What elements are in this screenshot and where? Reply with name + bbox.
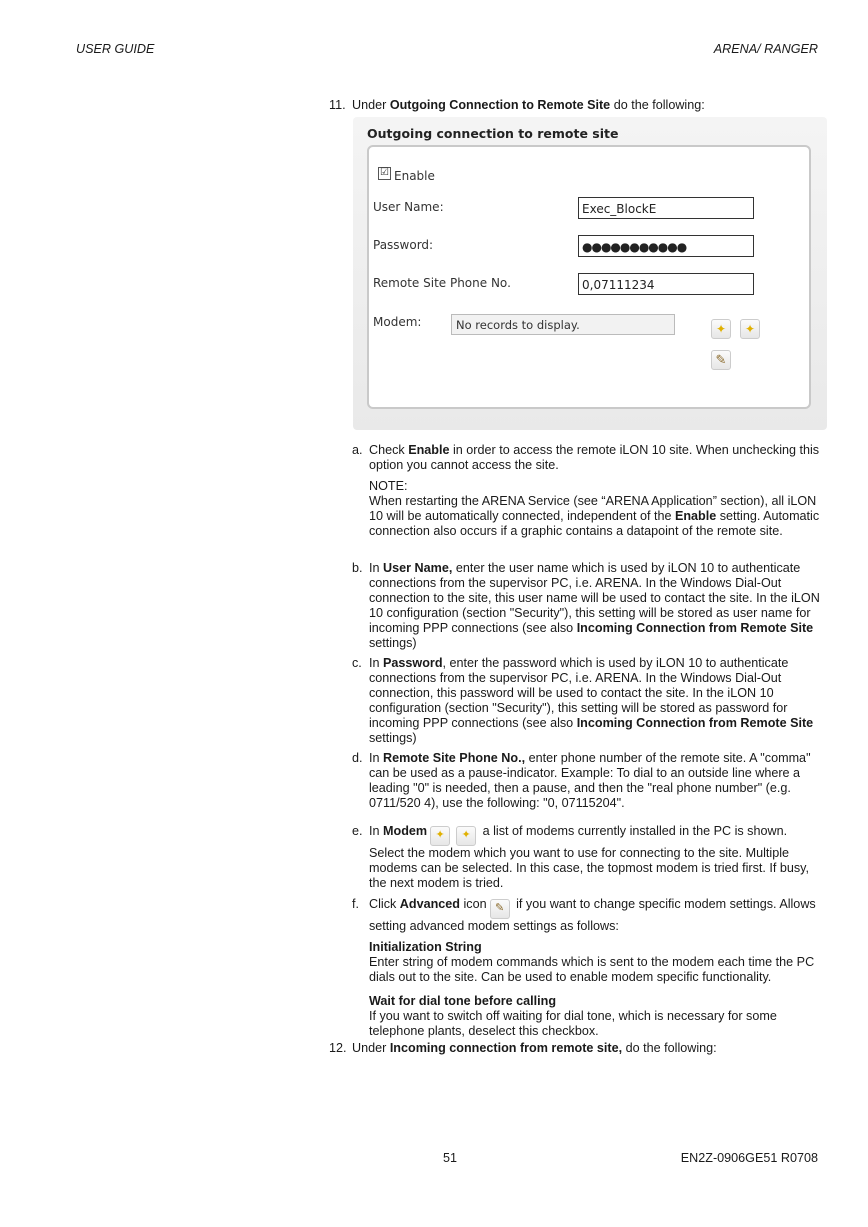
outgoing-connection-panel [353, 117, 827, 430]
pencil-icon: ✎ [490, 899, 510, 919]
item-text: Check Enable in order to access the remote iLON 10 site. When unchecking this option you cannot access the site. [369, 443, 820, 472]
password-field[interactable]: ●●●●●●●●●●● [578, 235, 754, 257]
header-right: ARENA/ RANGER [713, 42, 818, 56]
add-icon: ✦ [430, 826, 450, 846]
item-letter: a. [352, 443, 363, 457]
step-number: 11. [329, 98, 346, 112]
note-text: When restarting the ARENA Service (see “ARENA Application” section), all iLON 10 will be automatically connected, independent of the Enable setting. Automatic connection also occurs if a graphic contains a datapoint of the remote site. [369, 494, 820, 538]
list-item-e [352, 824, 822, 891]
panel-title: Outgoing connection to remote site [367, 126, 619, 141]
add-icon[interactable]: ✦ [711, 319, 731, 339]
phone-label: Remote Site Phone No. [373, 276, 511, 290]
item-letter: d. [352, 751, 363, 765]
user-name-field[interactable]: Exec_BlockE [578, 197, 754, 219]
item-letter: e. [352, 824, 363, 838]
pencil-icon[interactable]: ✎ [711, 350, 731, 370]
modem-label: Modem: [373, 315, 422, 329]
user-name-label: User Name: [373, 200, 444, 214]
list-item-f [352, 897, 822, 1039]
step-11: 11. Under Outgoing Connection to Remote Site do the following: [329, 98, 705, 112]
enable-checkbox[interactable]: ☑ [378, 167, 391, 180]
dial-tone-heading: Wait for dial tone before calling [369, 993, 557, 1008]
phone-field[interactable]: 0,07111234 [578, 273, 754, 295]
item-text: In Password, enter the password which is used by iLON 10 to authenticate connections from the supervisor PC, i.e. ARENA. In the Windows Dial-Out connection, this password will be used to contact the site. In the iLON 10 configuration (section "Security"), this setting will be stored as password for incoming PPP connections (see also Incoming Connection from Remote Site settings) [369, 656, 814, 745]
password-label: Password: [373, 238, 434, 252]
add-icon: ✦ [456, 826, 476, 846]
dial-tone-text: If you want to switch off waiting for dial tone, which is necessary for some telephone plants, deselect this checkbox. [369, 1008, 777, 1038]
item-letter: b. [352, 561, 363, 575]
header-left: USER GUIDE [76, 42, 155, 56]
list-item-a [352, 443, 822, 539]
page-number: 51 [443, 1151, 458, 1165]
enable-label: Enable [394, 169, 435, 183]
panel-body [367, 145, 811, 409]
init-string-heading: Initialization String [369, 939, 482, 954]
item-text: Click Advanced icon ✎ if you want to change specific modem settings. Allows setting advanced modem settings as follows: [369, 897, 816, 933]
list-item-b [352, 561, 822, 651]
item-letter: f. [352, 897, 359, 911]
step-number: 12. [329, 1041, 347, 1055]
document-code: EN2Z-0906GE51 R0708 [680, 1151, 818, 1165]
init-string-text: Enter string of modem commands which is sent to the modem each time the PC dials out to the site. Can be used to enable modem specific functionality. [369, 954, 815, 984]
list-item-c [352, 656, 822, 746]
item-text: In User Name, enter the user name which is used by iLON 10 to authenticate connections from the supervisor PC, i.e. ARENA. In the Windows Dial-Out connection to the site, this user name will be used to contact the site. In the iLON 10 configuration (section "Security"), this setting will be stored as user name for incoming PPP connections (see also Incoming Connection from Remote Site settings) [369, 561, 820, 650]
step-12: 12. Under Incoming connection from remote site, do the following: [329, 1041, 717, 1055]
item-text: In Modem ✦ ✦ a list of modems currently installed in the PC is shown. Select the modem which you want to use for connecting to the site. Multiple modems can be selected. In this case, the topmost modem is tried first. If busy, the next modem is tried. [369, 824, 810, 890]
modem-list[interactable]: No records to display. [451, 314, 675, 335]
item-text: In Remote Site Phone No., enter phone number of the remote site. A "comma" can be used as a pause-indicator. Example: To dial to an outside line where a leading "0" is needed, then a pause, and then the "real phone number" (e.g. 0711/520 4), use the following: "0, 07115204". [369, 751, 811, 810]
add-icon[interactable]: ✦ [740, 319, 760, 339]
note-heading: NOTE: [369, 479, 408, 493]
list-item-d [352, 751, 822, 811]
item-letter: c. [352, 656, 362, 670]
